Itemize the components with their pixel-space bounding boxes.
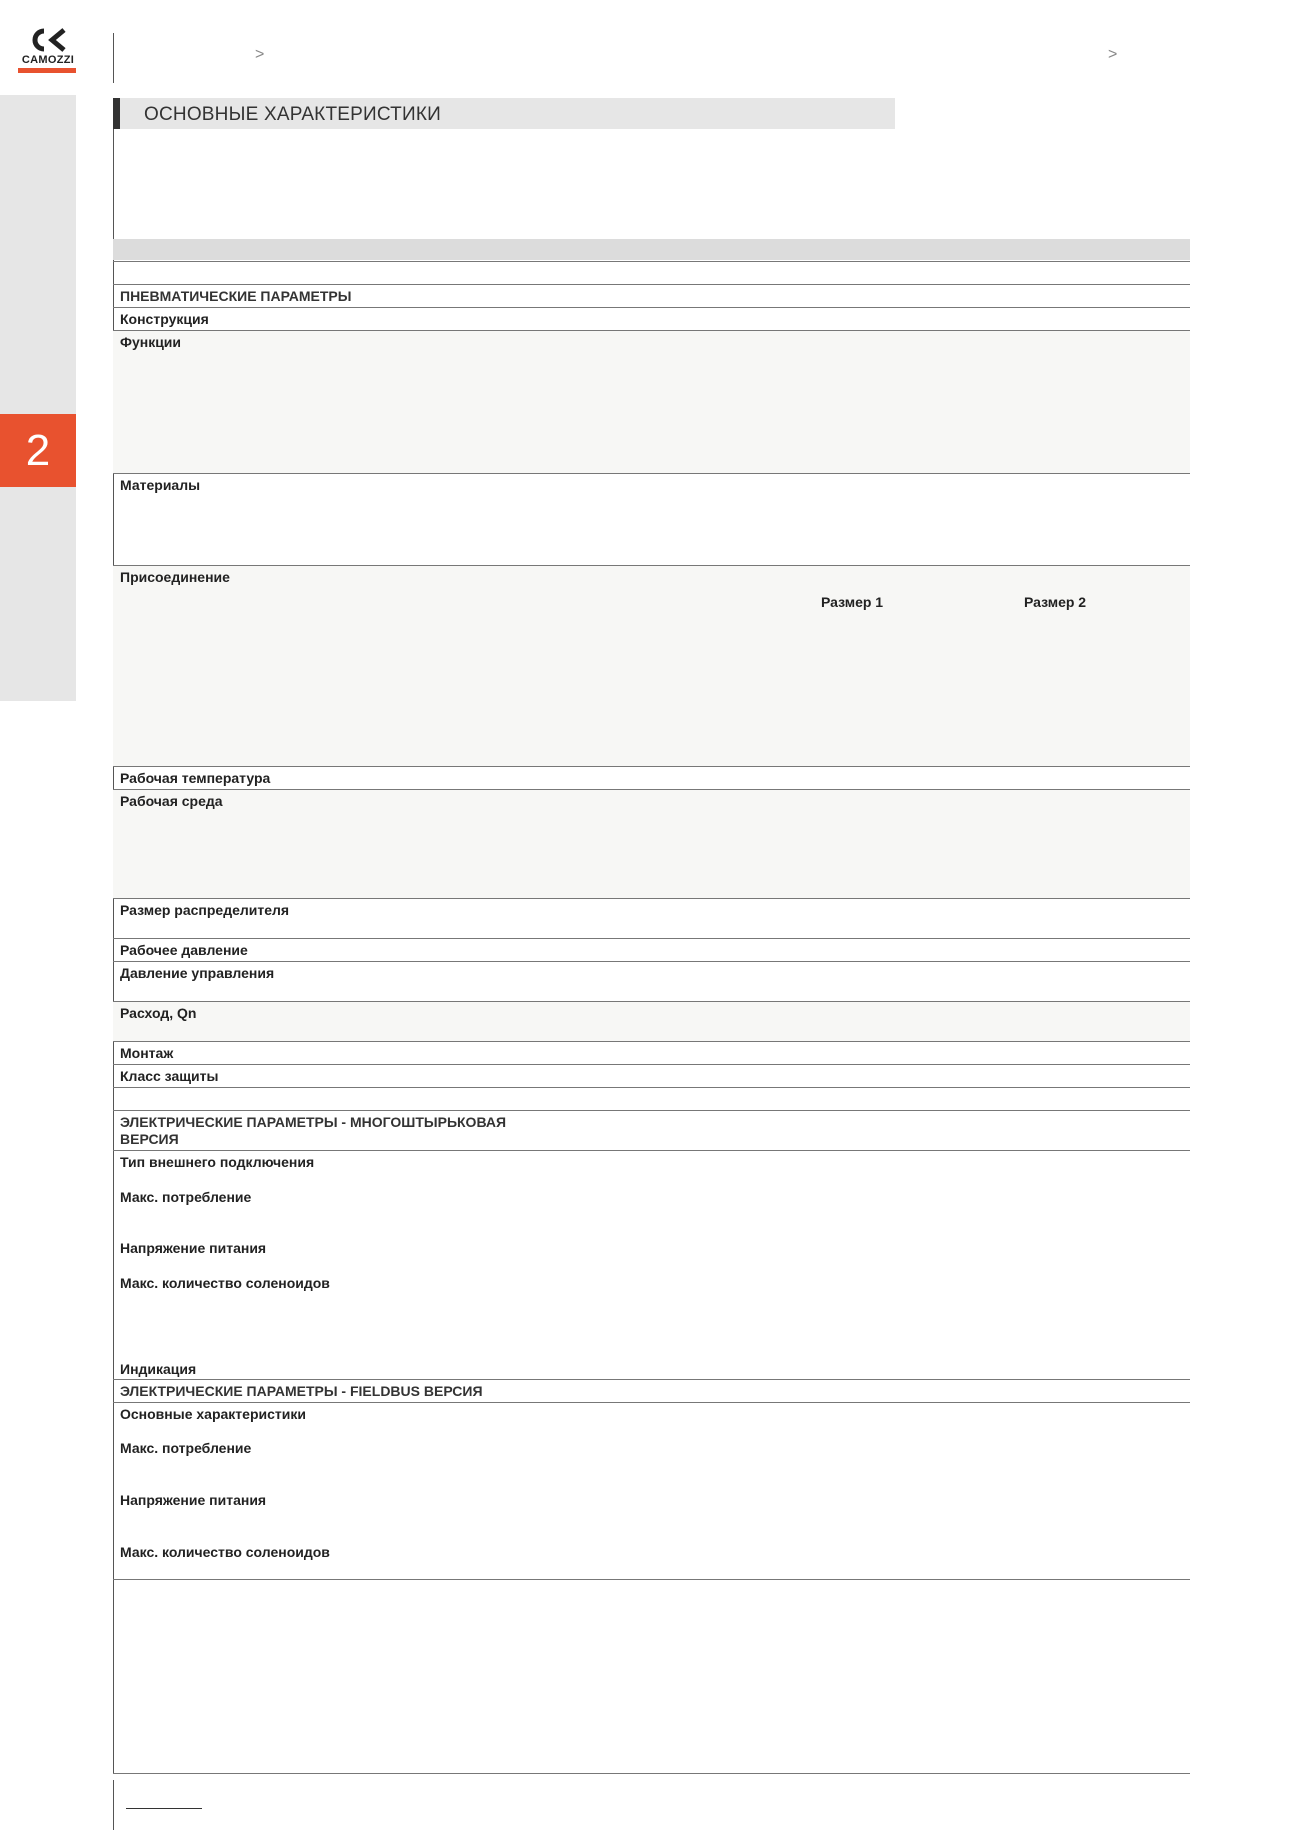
table-row [113,961,1190,1001]
row-label: Функции [120,334,182,350]
row-label: Материалы [120,477,201,493]
column-label-size-1: Размер 1 [821,594,884,610]
column-label-size-2: Размер 2 [1024,594,1087,610]
row-label: Индикация [120,1361,197,1377]
section-heading-bar [113,98,120,129]
table-row [113,1064,1190,1087]
pneumatic-header: ПНЕВМАТИЧЕСКИЕ ПАРАМЕТРЫ [120,288,352,304]
section-title: ОСНОВНЫЕ ХАРАКТЕРИСТИКИ [144,104,441,125]
logo-accent-bar [18,68,76,73]
electrical-fieldbus-header: ЭЛЕКТРИЧЕСКИЕ ПАРАМЕТРЫ - FIELDBUS ВЕРСИЯ [120,1383,483,1399]
header-divider [113,33,114,83]
table-row [113,565,1190,766]
row-label: Рабочая среда [120,793,223,809]
pneumatic-header-row [113,284,1190,307]
row-label: Конструкция [120,311,209,327]
electrical-fieldbus-header-row [113,1379,1190,1402]
logo-mark-icon [32,28,66,52]
row-label: Давление управления [120,965,275,981]
row-label: Макс. потребление [120,1189,252,1205]
row-label: Класс защиты [120,1068,219,1084]
page-bottom-rule [113,1773,1190,1774]
table-row [113,307,1190,330]
electrical-multipin-header: ЭЛЕКТРИЧЕСКИЕ ПАРАМЕТРЫ - МНОГОШТЫРЬКОВАЯ ВЕРСИЯ [120,1114,507,1147]
fieldbus-rows [113,1402,1190,1579]
table-row [113,1001,1190,1041]
table-rule [113,261,1190,262]
table-caption-band [113,239,1190,260]
row-label: Присоединение [120,569,230,585]
row-label: Макс. количество соленоидов [120,1275,330,1291]
side-strip [0,95,76,701]
footer-divider [113,1780,114,1830]
row-label: Рабочее давление [120,942,248,958]
breadcrumb-separator: > [255,46,265,63]
row-label: Размер распределителя [120,902,290,918]
table-row [113,898,1190,938]
row-label: Монтаж [120,1045,174,1061]
row-label: Рабочая температура [120,770,271,786]
logo-text: CAMOZZI [21,54,75,66]
table-row [113,766,1190,789]
chapter-tab[interactable] [0,414,76,487]
table-row [113,938,1190,961]
row-label: Напряжение питания [120,1240,267,1256]
table-row [113,1041,1190,1064]
chapter-number: 2 [25,425,51,475]
row-label: Расход, Qn [120,1005,197,1021]
breadcrumb-separator: > [1108,46,1118,63]
row-label: Макс. количество соленоидов [120,1544,330,1560]
spacer-row [113,1087,1190,1110]
table-row [113,473,1190,565]
multipin-rows [113,1150,1190,1379]
table-bottom-rule [113,1579,1190,1580]
electrical-multipin-header-row [113,1110,1190,1150]
row-label: Основные характеристики [120,1406,306,1422]
row-label: Макс. потребление [120,1440,252,1456]
row-label: Напряжение питания [120,1492,267,1508]
camozzi-logo [18,28,78,76]
table-row [113,789,1190,898]
table-row [113,330,1190,473]
footer-dash [126,1808,202,1809]
row-label: Тип внешнего подключения [120,1154,315,1170]
section-heading [113,98,895,129]
